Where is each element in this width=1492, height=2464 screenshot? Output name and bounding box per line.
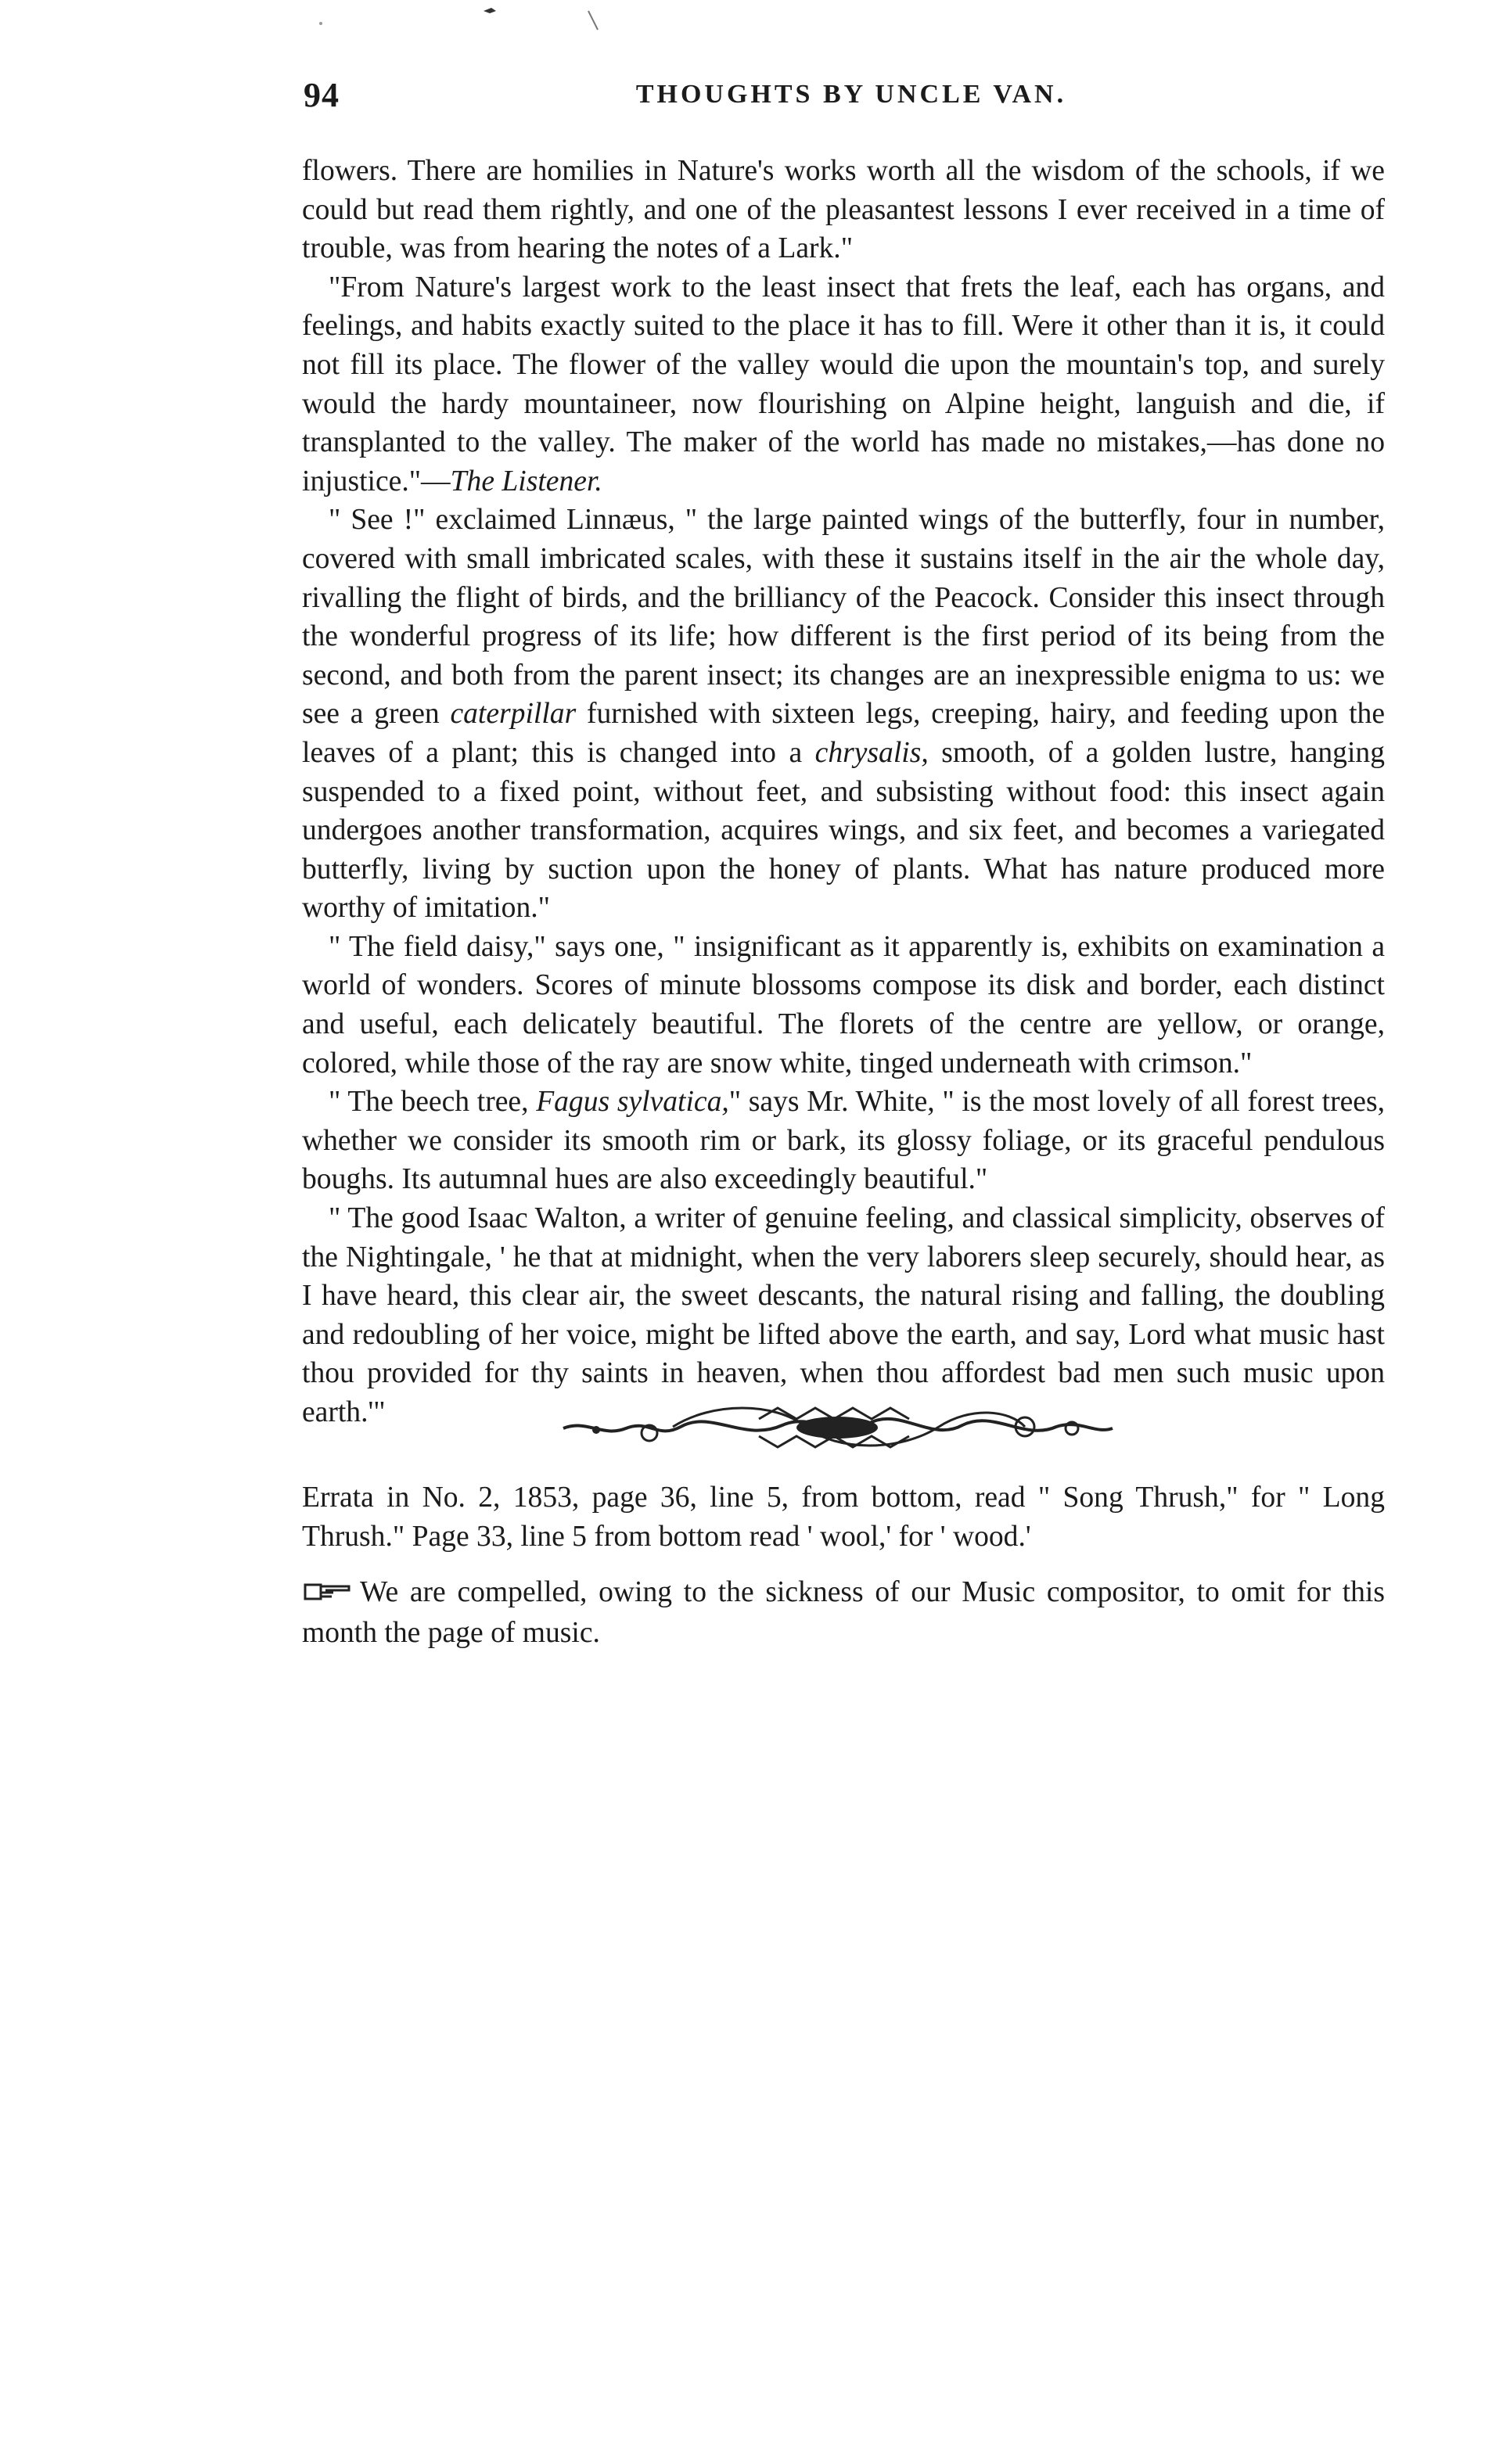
paragraph-daisy: " The field daisy," says one, " insignificant as it apparently is, exhibits on examination a world of wonders. Scores of minute blossoms compose its disk and border, each distinct and useful, each delicately beautiful. The florets of the centre are yellow, or orange, colored, while those of the ray are snow white, tinged underneath with crimson." (302, 930, 1385, 1079)
pointing-hand-icon (302, 1575, 352, 1615)
butterfly-text-mid: furnished with sixteen legs, creeping, hairy, and feeding upon the leaves of a plant; this is changed into a (302, 698, 1385, 769)
errata-note: Errata in No. 2, 1853, page 36, line 5, from bottom, read " Song Thrush," for " Long Thrush." Page 33, line 5 from bottom read ' wool,' for ' wood.' (302, 1482, 1385, 1553)
article-body (302, 152, 1385, 1432)
running-title: THOUGHTS BY UNCLE VAN. (635, 80, 1067, 109)
beech-text-end: " says Mr. White, " is the most lovely of all forest trees, whether we consider its smooth rim or bark, its glossy foliage, or its graceful pendulous boughs. Its autumnal hues are also exceedingly beautiful." (302, 1086, 1385, 1196)
music-notice-text: We are compelled, owing to the sickness of our Music compositor, to omit for this month the page of music. (302, 1576, 1385, 1650)
scan-specks (0, 0, 1492, 47)
paragraph-lark: flowers. There are homilies in Nature's works worth all the wisdom of the schools, if we could but read them rightly, and one of the pleasantest lessons I ever received in a time of trouble, was from hearing the notes of a Lark." (302, 155, 1385, 265)
music-notice (302, 1573, 1385, 1653)
page-number: 94 (304, 76, 340, 114)
paragraph-nature-text: "From Nature's largest work to the least insect that frets the leaf, each has organs, and feelings, and habits exactly suited to the place it has to fill. Were it other than it is, it could not fill its place. The flower of the valley would die upon the mountain's top, and surely would the hardy mountaineer, now flourishing on Alpine height, languish and die, if transplanted to the valley. The maker of the world has made no mistakes,—has done no injustice."— (302, 271, 1385, 497)
butterfly-text-start: " See !" exclaimed Linnæus, " the large painted wings of the butterfly, four in number, covered with small imbricated scales, with these it sustains itself in the air the whole day, rivalling the flight of birds, and the brilliancy of the Peacock. Consider this insect through the wonderful progress of its life; how different is the first period of its being from the second, and both from the parent insect; its changes are an inexpressible enigma to us: we see a green (302, 504, 1385, 731)
term-chrysalis: chrysalis, (814, 736, 929, 769)
end-notes (302, 1478, 1385, 1653)
term-fagus: Fagus sylvatica, (536, 1086, 729, 1119)
page-header (304, 75, 1399, 130)
paragraph-beech (302, 1083, 1385, 1199)
paragraph-butterfly (302, 501, 1385, 928)
butterfly-text-end: smooth, of a golden lustre, hanging suspended to a fixed point, without feet, and subsisting without food: this insect again undergoes another transformation, acquires wings, and six feet, and becomes a variegated butterfly, living by suction upon the honey of plants. What has nature produced more worthy of imitation." (302, 736, 1385, 925)
decorative-ornament (555, 1395, 1119, 1458)
paragraph-nature (302, 268, 1385, 501)
citation-listener: The Listener. (450, 465, 602, 497)
beech-text-start: " The beech tree, (329, 1086, 529, 1119)
paragraph-walton: " The good Isaac Walton, a writer of genuine feeling, and classical simplicity, observes of the Nightingale, ' he that at midnight, when the very laborers sleep securely, should hear, as I have heard, this clear air, the sweet descants, the natural rising and falling, the doubling and redoubling of her voice, might be lifted above the earth, and say, Lord what music hast thou provided for thy saints in heaven, when thou affordest bad men such music upon earth.'" (302, 1202, 1385, 1428)
term-caterpillar: caterpillar (450, 698, 577, 731)
